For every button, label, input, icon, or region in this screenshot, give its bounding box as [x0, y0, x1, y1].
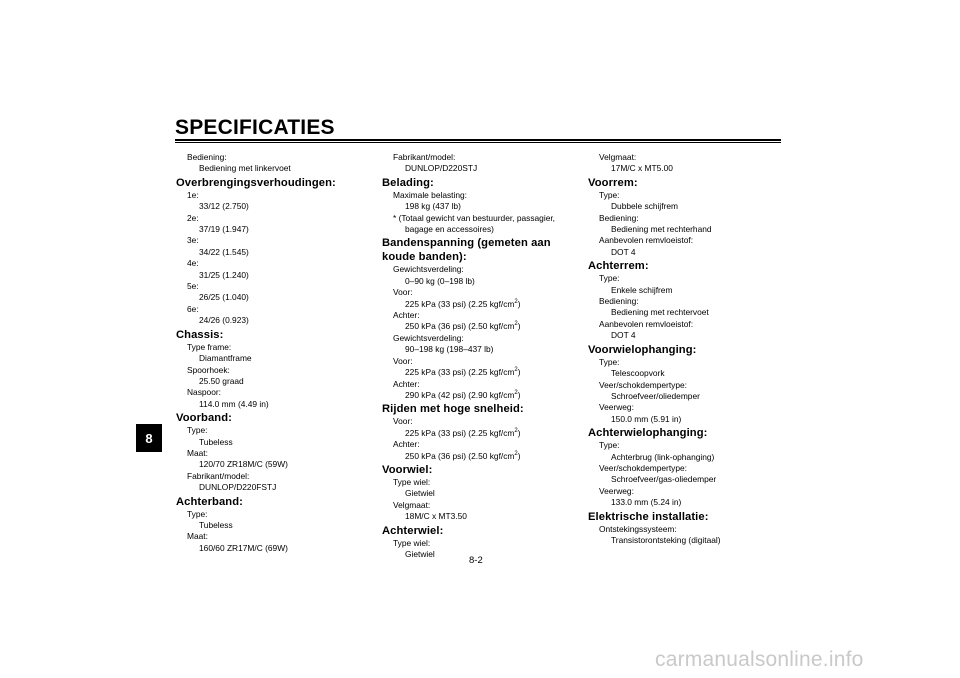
pressure-text: 250 kPa (36 psi) (2.50 kgf/cm — [405, 450, 515, 461]
section-heading: Belading: — [382, 176, 434, 189]
section-heading: Overbrengingsverhoudingen: — [176, 176, 336, 189]
spec-label: Bediening: — [599, 296, 639, 307]
exponent: 2 — [514, 321, 518, 328]
spec-value — [382, 390, 582, 401]
spec-label: 6e: — [187, 303, 199, 314]
pressure-text: 225 kPa (33 psi) (2.25 kgf/cm — [405, 367, 515, 378]
pressure-text: 225 kPa (33 psi) (2.25 kgf/cm — [405, 298, 515, 309]
spec-value: 114.0 mm (4.49 in) — [199, 398, 269, 409]
spec-label: Fabrikant/model: — [187, 470, 250, 481]
spec-value: 198 kg (437 lb) — [405, 201, 461, 212]
spec-label: 4e: — [187, 258, 199, 269]
section-heading: Achterrem: — [588, 260, 649, 273]
spec-column-3 — [588, 152, 778, 546]
spec-label: Veerweg: — [599, 402, 634, 413]
spec-value: Bediening met linkervoet — [199, 163, 291, 174]
pressure-text: 290 kPa (42 psi) (2.90 kgf/cm — [405, 389, 515, 400]
spec-value: Telescoopvork — [611, 368, 665, 379]
spec-label: Maximale belasting: — [393, 189, 468, 200]
spec-label: Velgmaat: — [393, 499, 431, 510]
spec-value: 31/25 (1.240) — [199, 269, 249, 280]
spec-label: Voor: — [393, 355, 413, 366]
spec-value: Achterbrug (link-ophanging) — [611, 451, 715, 462]
spec-value: Schroefveer/gas-oliedemper — [611, 474, 717, 485]
spec-label: Achter: — [393, 439, 420, 450]
spec-value: 37/19 (1.947) — [199, 224, 249, 235]
spec-label: Voor: — [393, 416, 413, 427]
section-heading: Voorrem: — [588, 176, 638, 189]
spec-value: Diamantframe — [199, 353, 252, 364]
paren: ) — [517, 427, 521, 438]
spec-value — [382, 451, 582, 462]
spec-label: Aanbevolen remvloeistof: — [599, 318, 694, 329]
section-heading: Rijden met hoge snelheid: — [382, 403, 524, 416]
spec-value: Dubbele schijfrem — [611, 201, 679, 212]
section-heading: Voorwiel: — [382, 463, 433, 476]
spec-label: Gewichtsverdeling: — [393, 264, 464, 275]
spec-value: 150.0 mm (5.91 in) — [611, 413, 682, 424]
page-title: SPECIFICATIES — [175, 116, 335, 139]
pressure-text: 250 kPa (36 psi) (2.50 kgf/cm — [405, 321, 515, 332]
spec-value: Gietwiel — [405, 488, 435, 499]
exponent: 2 — [514, 298, 518, 305]
exponent: 2 — [514, 390, 518, 397]
spec-label: Type wiel: — [393, 537, 431, 548]
spec-label: Gewichtsverdeling: — [393, 332, 464, 343]
spec-value: Tubeless — [199, 519, 233, 530]
spec-value: 34/22 (1.545) — [199, 246, 249, 257]
spec-label: 5e: — [187, 281, 199, 292]
spec-value: 18M/C x MT3.50 — [405, 511, 467, 522]
paren: ) — [517, 367, 521, 378]
spec-label: Voor: — [393, 287, 413, 298]
section-heading: Bandenspanning (gemeten aan koude banden): — [382, 237, 551, 264]
spec-value: 26/25 (1.040) — [199, 292, 249, 303]
spec-value: 33/12 (2.750) — [199, 201, 249, 212]
spec-value: Gietwiel — [405, 548, 435, 559]
spec-label: Veer/schokdempertype: — [599, 379, 687, 390]
spec-label: Maat: — [187, 531, 208, 542]
spec-label: Type: — [599, 440, 620, 451]
spec-value: Enkele schijfrem — [611, 284, 673, 295]
spec-label: Fabrikant/model: — [393, 152, 456, 162]
spec-label: Bediening: — [187, 152, 227, 162]
spec-label: 3e: — [187, 235, 199, 246]
title-rule-thin — [175, 142, 781, 143]
spec-value: Transistorontsteking (digitaal) — [611, 534, 721, 545]
spec-label: 2e: — [187, 212, 199, 223]
exponent: 2 — [514, 450, 518, 457]
spec-value: Bediening met rechterhand — [611, 224, 712, 235]
load-footnote: * (Totaal gewicht van bestuurder, passagier, bagage en accessoires) — [393, 212, 556, 235]
spec-label: Naspoor: — [187, 387, 221, 398]
spec-label: Ontstekingssysteem: — [599, 523, 677, 534]
spec-label: Type: — [599, 356, 620, 367]
spec-label: Velgmaat: — [599, 152, 637, 162]
spec-value: Bediening met rechtervoet — [611, 307, 709, 318]
spec-label: Maat: — [187, 447, 208, 458]
spec-value: 90–198 kg (198–437 lb) — [405, 344, 494, 355]
spec-label: Bediening: — [599, 212, 639, 223]
spec-label: Type frame: — [187, 341, 232, 352]
pressure-text: 225 kPa (33 psi) (2.25 kgf/cm — [405, 427, 515, 438]
section-heading: Achterwiel: — [382, 524, 444, 537]
spec-value: 0–90 kg (0–198 lb) — [405, 275, 475, 286]
exponent: 2 — [514, 427, 518, 434]
spec-value — [382, 428, 582, 439]
spec-value: 24/26 (0.923) — [199, 315, 249, 326]
spec-value — [382, 321, 582, 332]
paren: ) — [517, 321, 521, 332]
spec-label: Type: — [187, 425, 208, 436]
spec-value: DOT 4 — [611, 246, 636, 257]
paren: ) — [517, 450, 521, 461]
spec-label: Aanbevolen remvloeistof: — [599, 235, 694, 246]
paren: ) — [517, 298, 521, 309]
spec-label: Type: — [599, 189, 620, 200]
spec-value: Schroefveer/oliedemper — [611, 390, 700, 401]
spec-value: DUNLOP/D220STJ — [405, 163, 478, 174]
spec-label: Veerweg: — [599, 485, 634, 496]
spec-label: Achter: — [393, 310, 420, 321]
spec-label: Spoorhoek: — [187, 364, 230, 375]
spec-label: Achter: — [393, 378, 420, 389]
paren: ) — [517, 389, 521, 400]
spec-value — [382, 299, 582, 310]
spec-value: 17M/C x MT5.00 — [611, 163, 673, 174]
spec-label: Type: — [599, 273, 620, 284]
spec-label: Veer/schokdempertype: — [599, 462, 687, 473]
exponent: 2 — [514, 367, 518, 374]
spec-label: 1e: — [187, 189, 199, 200]
spec-value: Tubeless — [199, 436, 233, 447]
spec-value: 160/60 ZR17M/C (69W) — [199, 542, 288, 553]
section-heading: Achterband: — [176, 495, 243, 508]
section-heading: Chassis: — [176, 328, 224, 341]
section-heading: Elektrische installatie: — [588, 510, 709, 523]
chapter-tab: 8 — [136, 424, 162, 452]
spec-label: Type: — [187, 508, 208, 519]
page-number: 8-2 — [469, 555, 483, 566]
section-heading: Voorband: — [176, 412, 233, 425]
title-rule — [175, 139, 781, 141]
spec-value: 120/70 ZR18M/C (59W) — [199, 459, 288, 470]
spec-value: 133.0 mm (5.24 in) — [611, 497, 682, 508]
spec-value: DOT 4 — [611, 330, 636, 341]
spec-value: 25.50 graad — [199, 375, 244, 386]
spec-value — [382, 367, 582, 378]
spec-column-2 — [382, 152, 582, 560]
watermark: carmanualsonline.info — [655, 648, 864, 671]
spec-column-1 — [176, 152, 361, 554]
section-heading: Achterwielophanging: — [588, 427, 708, 440]
section-heading: Voorwielophanging: — [588, 343, 697, 356]
spec-value: DUNLOP/D220FSTJ — [199, 482, 277, 493]
spec-label: Type wiel: — [393, 476, 431, 487]
